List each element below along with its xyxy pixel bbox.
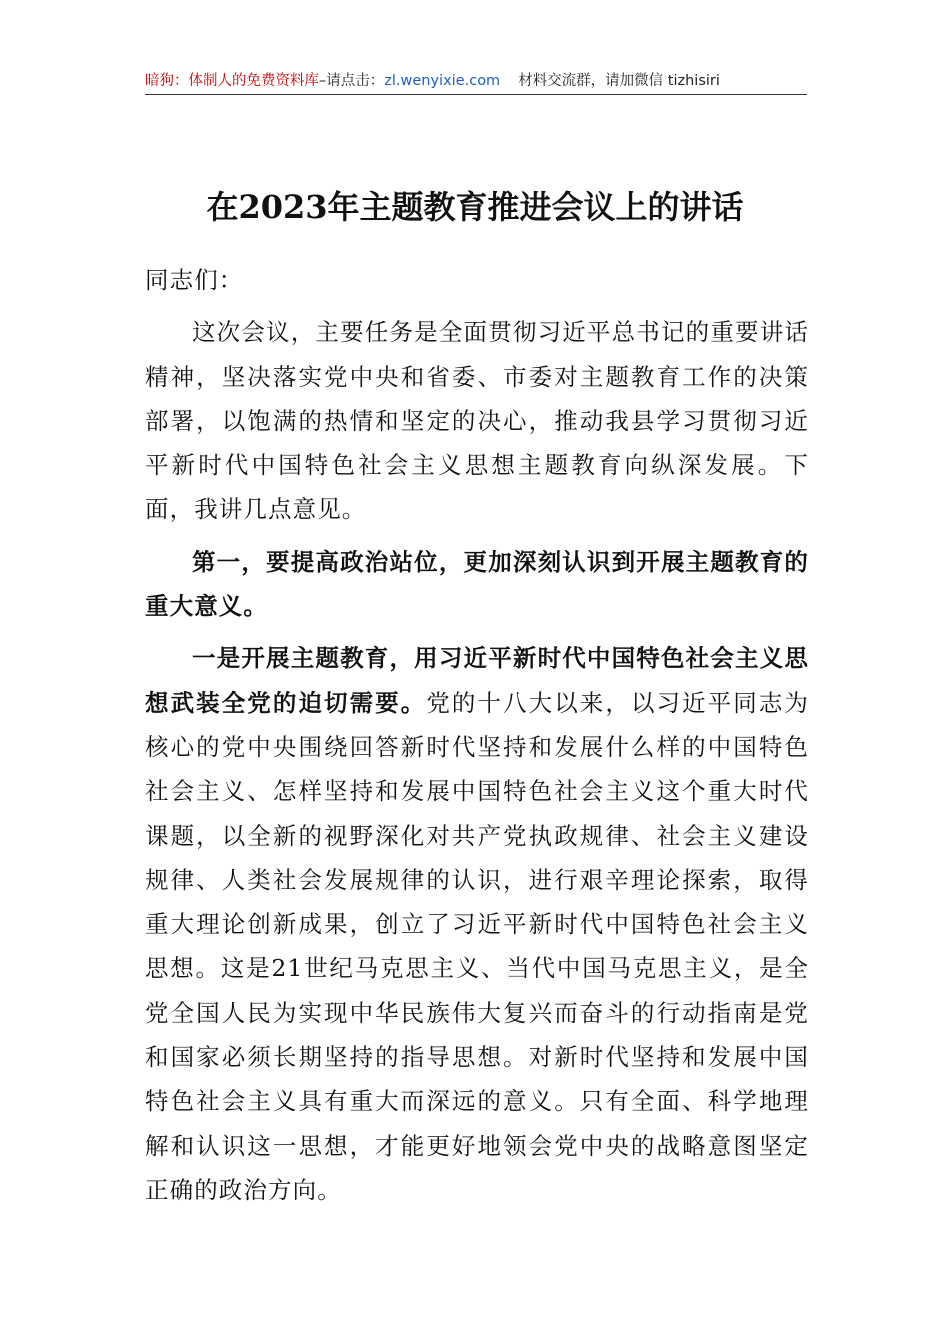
salutation: 同志们： (145, 266, 244, 294)
point-paragraph-1 (145, 636, 809, 1212)
point-lead-1: 一是开展主题教育，用习近平新时代中国特色社会主义思想武装全党的迫切需要。 (145, 644, 809, 717)
header-wechat-note: 材料交流群，请加微信 tizhisiri (518, 73, 720, 89)
intro-paragraph: 这次会议，主要任务是全面贯彻习近平总书记的重要讲话精神，坚决落实党中央和省委、市委对主题教育工作的决策部署，以饱满的热情和坚定的决心，推动我县学习贯彻习近平新时代中国特色社会主义思想主题教育向纵深发展。下面，我讲几点意见。 (145, 318, 809, 524)
document-body (145, 258, 809, 1212)
document-title: 在2023年主题教育推进会议上的讲话 (206, 188, 744, 227)
header-site-name: 暗狗：体制人的免费资料库 (145, 73, 319, 89)
page-header (145, 70, 807, 95)
header-url-link[interactable]: zl.wenyixie.com (384, 73, 501, 89)
header-click-prompt: –请点击： (319, 73, 385, 89)
section-heading-1: 第一，要提高政治站位，更加深刻认识到开展主题教育的重大意义。 (145, 547, 809, 621)
point-body-1: 党的十八大以来，以习近平同志为核心的党中央围绕回答新时代坚持和发展什么样的中国特色社会主义、怎样坚持和发展中国特色社会主义这个重大时代课题，以全新的视野深化对共产党执政规律、社会主义建设规律、人类社会发展规律的认识，进行艰辛理论探索，取得重大理论创新成果，创立了习近平新时代中国特色社会主义思想。这是21世纪马克思主义、当代中国马克思主义，是全党全国人民为实现中华民族伟大复兴而奋斗的行动指南是党和国家必须长期坚持的指导思想。对新时代坚持和发展中国特色社会主义具有重大而深远的意义。只有全面、科学地理解和认识这一思想，才能更好地领会党中央的战略意图坚定正确的政治方向。 (145, 688, 810, 1204)
